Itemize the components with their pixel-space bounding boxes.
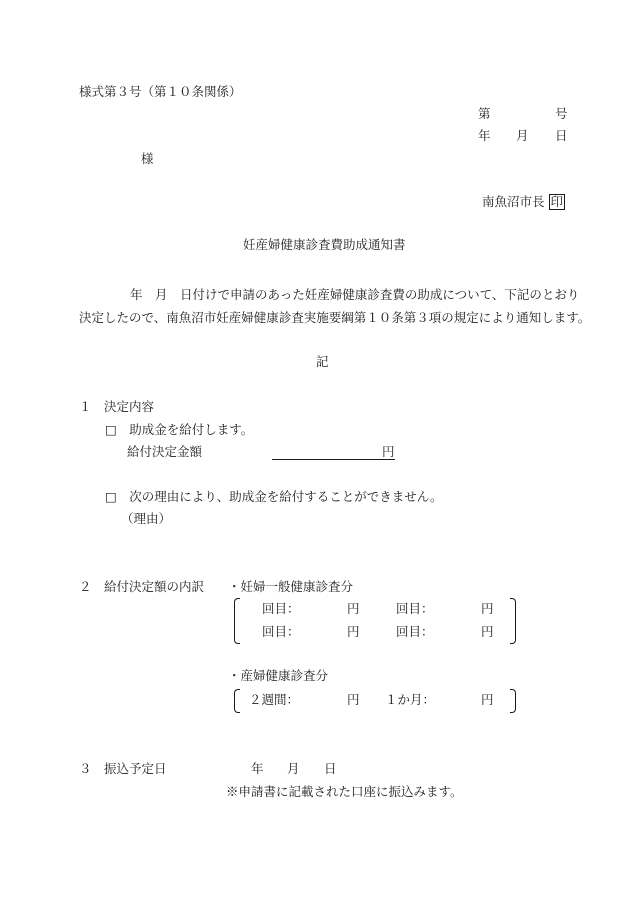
bracket-right xyxy=(510,689,516,713)
visit-yen: 円 xyxy=(347,624,360,639)
bracket-left xyxy=(234,598,240,644)
amount-blank xyxy=(272,446,382,460)
transfer-year: 年 xyxy=(251,761,264,776)
visit-yen: 円 xyxy=(481,601,494,616)
number-prefix: 第 xyxy=(478,106,491,121)
addressee-suffix: 様 xyxy=(141,151,154,166)
transfer-month: 月 xyxy=(287,761,300,776)
sender xyxy=(482,194,565,210)
visit-yen: 円 xyxy=(347,601,360,616)
transfer-note: ※申請書に記載された口座に振込みます。 xyxy=(226,784,463,799)
body-line-1: 年 月 日付けで申請のあった妊産婦健康診査費の助成について、下記のとおり xyxy=(130,287,580,302)
section1-heading: １ 決定内容 xyxy=(79,399,155,414)
one-month-yen: 円 xyxy=(481,692,494,707)
reason-label: （理由） xyxy=(121,511,172,526)
visit-label: 回目： xyxy=(396,624,434,639)
section2-heading: ２ 給付決定額の内訳 xyxy=(79,579,205,594)
pregnant-title: ・妊婦一般健康診査分 xyxy=(228,579,354,594)
bracket-left xyxy=(234,689,240,713)
ki-heading: 記 xyxy=(316,354,329,369)
visit-label: 回目： xyxy=(262,624,300,639)
date-day: 日 xyxy=(555,128,568,143)
option-grant: □ 助成金を給付します。 xyxy=(105,422,254,437)
bracket-right xyxy=(510,598,516,644)
number-suffix: 号 xyxy=(555,106,568,121)
date-month: 月 xyxy=(516,128,529,143)
two-weeks-label: ２週間： xyxy=(249,692,300,707)
date-year: 年 xyxy=(478,128,491,143)
document-title: 妊産婦健康診査費助成通知書 xyxy=(243,237,406,252)
visit-label: 回目： xyxy=(262,601,300,616)
amount-yen: 円 xyxy=(382,444,395,459)
two-weeks-yen: 円 xyxy=(347,692,360,707)
body-line-2: 決定したので、南魚沼市妊産婦健康診査実施要綱第１０条第３項の規定により通知します。 xyxy=(79,310,591,325)
postpartum-title: ・産婦健康診査分 xyxy=(228,668,329,683)
sender-name: 南魚沼市長 xyxy=(482,194,545,209)
visit-yen: 円 xyxy=(481,624,494,639)
seal-mark: 印 xyxy=(550,194,564,209)
visit-label: 回目： xyxy=(396,601,434,616)
form-number: 様式第３号（第１０条関係） xyxy=(79,84,242,99)
section3-heading: ３ 振込予定日 xyxy=(79,761,167,776)
transfer-day: 日 xyxy=(324,761,337,776)
option-deny: □ 次の理由により、助成金を給付することができません。 xyxy=(105,489,443,504)
amount-field xyxy=(272,444,395,460)
amount-label: 給付決定金額 xyxy=(127,444,203,459)
one-month-label: １か月： xyxy=(385,692,436,707)
